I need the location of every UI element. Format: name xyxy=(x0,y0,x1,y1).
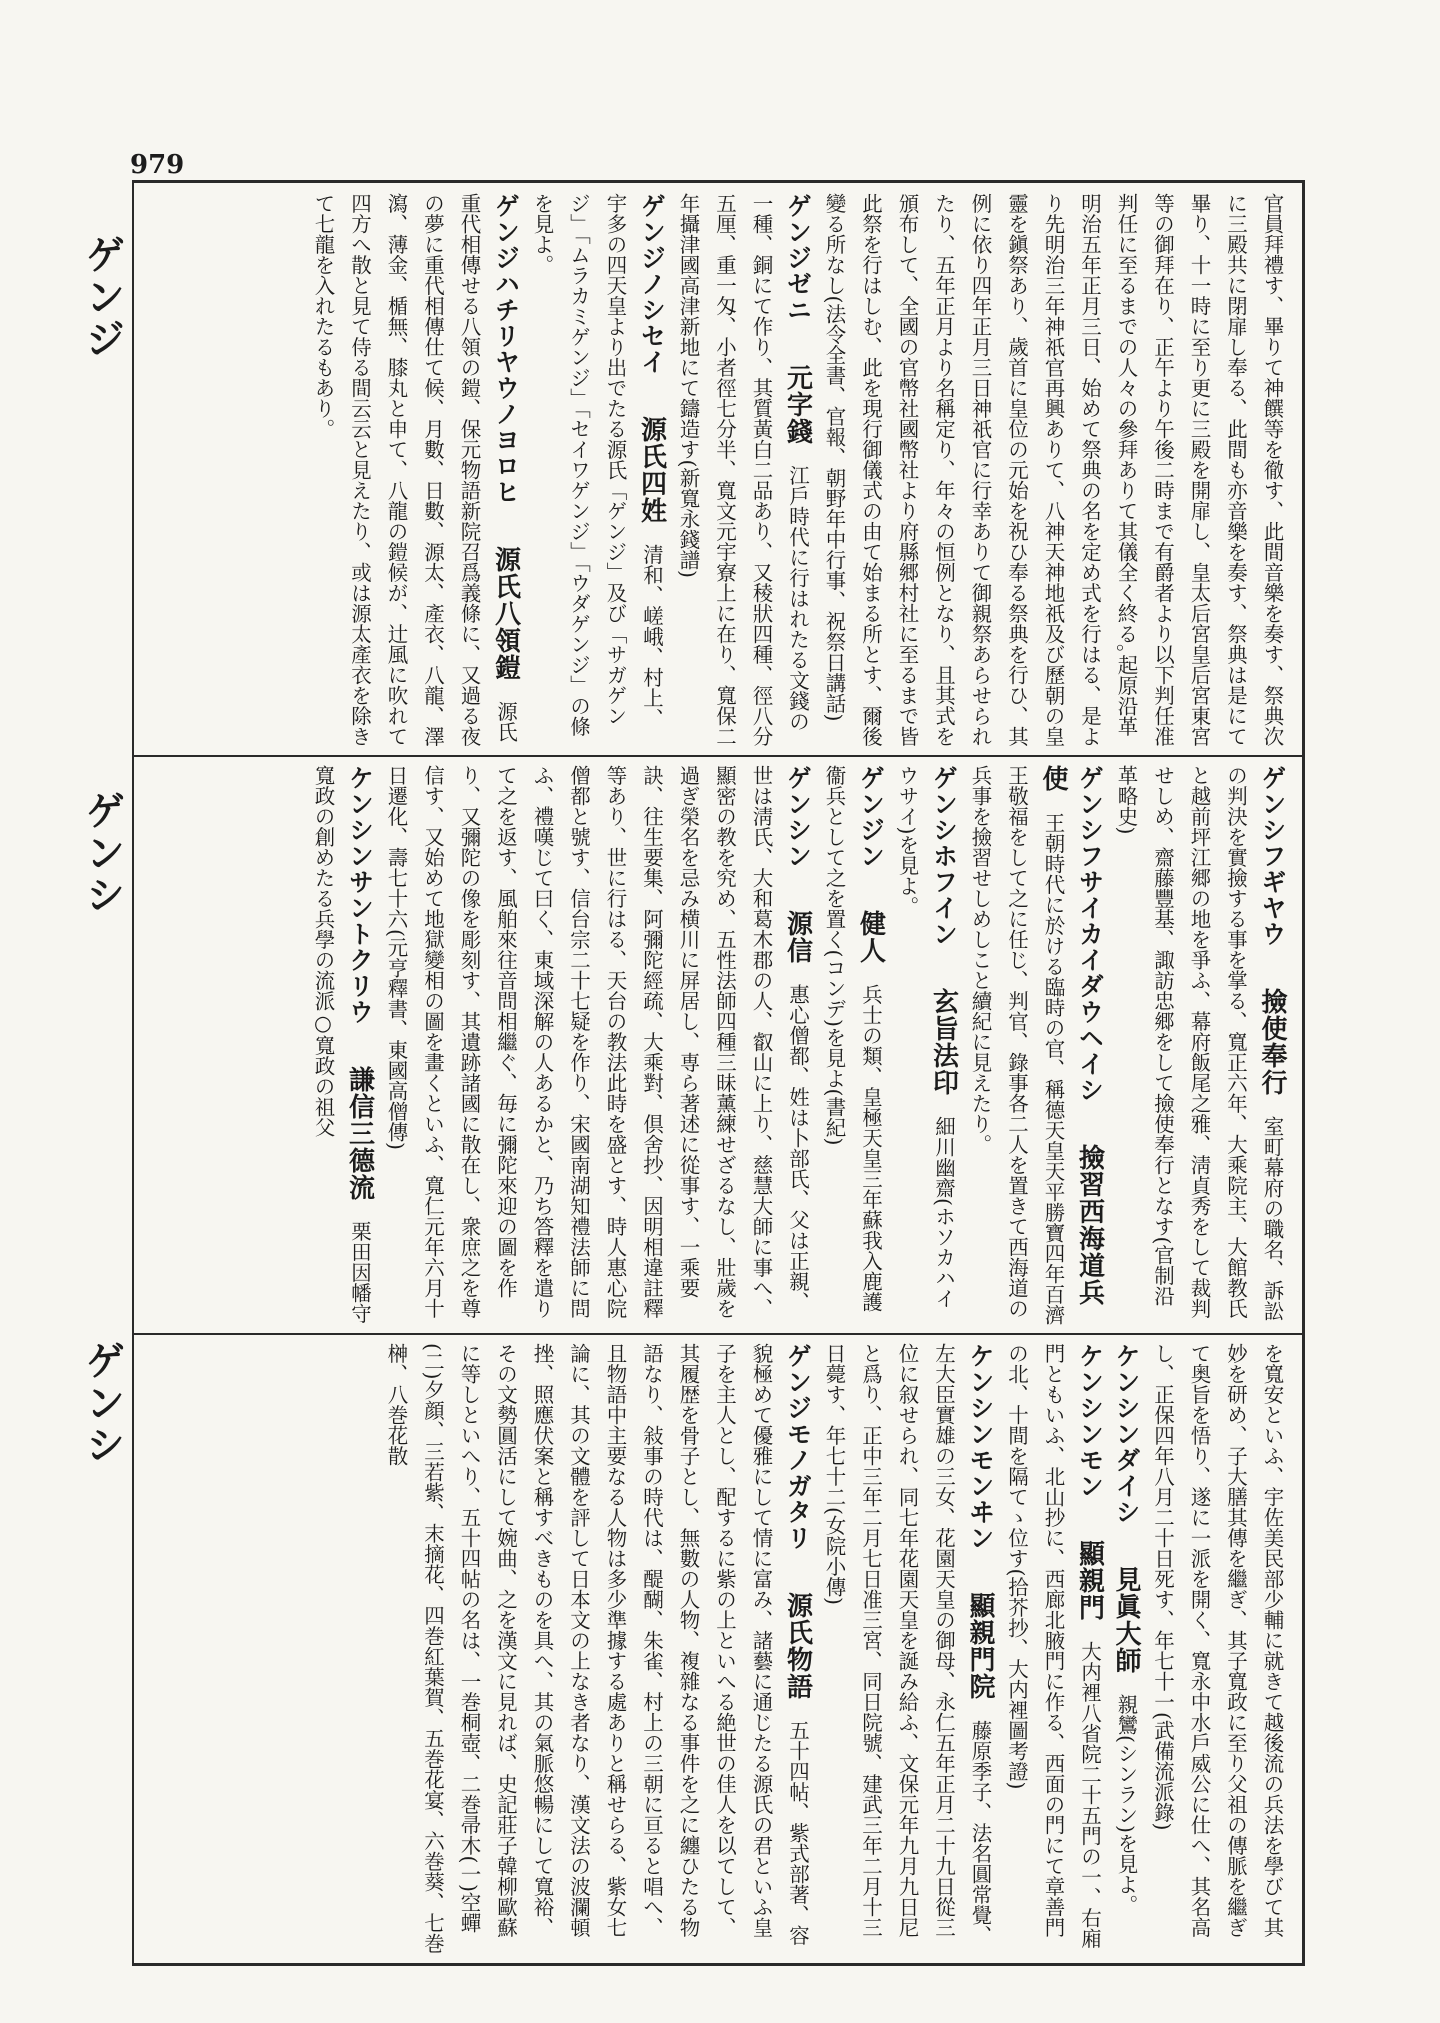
entry-heading: ケンシンモンヰン xyxy=(966,1343,995,1551)
dictionary-entry xyxy=(816,765,889,1325)
entry-heading: ゲンジモノガタリ xyxy=(783,1343,813,1551)
entry-text: 親鸞(シンラン)を見よ。 xyxy=(1114,1694,1138,1915)
band-divider xyxy=(134,1333,1302,1335)
band xyxy=(144,1343,1290,1955)
entry-kanji-title: 謙信三德流 xyxy=(344,1065,375,1201)
entry-text: 栗田因幡守寬政の創めたる兵學の流派○寬政の祖父 xyxy=(311,765,372,1324)
band xyxy=(144,765,1290,1325)
entry-kanji-title: 元字錢 xyxy=(782,363,813,445)
entry-text: を寬安といふ、宇佐美民部少輔に就きて越後流の兵法を學びて其妙を研め、子大膳其傳を繼ぎ、其子寬政に至り父祖の傳脈を繼ぎて奥旨を悟り、遂に一派を開く、寬永中水戶威公に仕へ、其名高し、正保四年八月二十日死す、年七十一(武備流派錄) xyxy=(1150,1343,1284,1938)
entry-heading: ケンシンダイシ xyxy=(1112,1343,1141,1525)
dictionary-entry xyxy=(816,1343,999,1955)
entry-heading: ゲンシフギヤウ xyxy=(1258,765,1287,947)
entry-text: 藤原季子、法名圓常覺、左大臣實雄の三女、花園天皇の御母、永仁五年正月二十九日從三位に叙せられ、同七年花園天皇を誕み給ふ、文保元年九月九日尼と爲り、正中三年二月七日准三宮、同日院號、建武三年二月十三日薨す、年七十二(女院小傳) xyxy=(822,1343,992,1946)
entry-kanji-title: 撿習西海道兵使 xyxy=(1038,765,1105,1306)
entry-heading: ゲンジン xyxy=(856,765,886,869)
dictionary-page-frame xyxy=(132,180,1305,1966)
entry-text: 王朝時代に於ける臨時の官、稱德天皇天平勝寶四年百濟王敬福をして之に任じ、判官、錄事各二人を置きて西海道の兵事を撿習せしめしこと續紀に見えたり。 xyxy=(968,765,1065,1325)
page-number: 979 xyxy=(130,150,185,180)
dictionary-entry xyxy=(962,765,1108,1325)
entry-heading: ゲンシホフイン xyxy=(929,765,959,947)
entry-heading: ゲンシフサイカイダウヘイシ xyxy=(1075,765,1105,1103)
entry-text: 大内裡八省院二十五門の一、右廂門ともいふ、北山抄に、西廊北腋門に作る、西面の門にて章善門の北、十間を隔てゝ位す(拾芥抄、大内裡圖考證) xyxy=(1004,1343,1102,1949)
entry-kanji-title: 顯親門 xyxy=(1074,1539,1105,1621)
dictionary-entry xyxy=(1144,1343,1290,1955)
entry-heading: ケンシンサントクリウ xyxy=(345,765,375,1025)
dictionary-entry xyxy=(998,1343,1108,1955)
entry-heading: ケンシンモン xyxy=(1075,1343,1105,1499)
entry-text: 五十四帖、紫式部著、容貌極めて優雅にして情に富み、諸藝に通じたる源氏の君といふ皇子を主人とし、配するに紫の上といへる絶世の佳人を以てして、其履歴を骨子とし、無數の人物、複雜なる事件を之に纏ひたる物語なり、敍事の時代は、醍醐、朱雀、村上の三朝に亘ると唱へ、且物語中主要なる人物は多少準據する處ありと稱せらる、紫女七論に、其の文體を評して日本文の上なき者なり、漢文法の波瀾頓挫、照應伏案と稱すべきものを具へ、其の氣脈悠暢にして寬裕、その文勢圓活にして婉曲、之を漢文に見れば、史記莊子韓柳歐蘇に等しといへり、五十四帖の名は、一巻桐壺、二巻帚木(一)空蟬(二)夕顔、三若紫、末摘花、四巻紅葉賀、五巻花宴、六巻葵、七巻榊、八巻花散 xyxy=(384,1343,810,1954)
entry-kanji-title: 源氏八領鎧 xyxy=(490,545,521,681)
dictionary-entry xyxy=(1108,1343,1145,1955)
section-tab: ゲンジ xyxy=(79,234,125,360)
entry-heading: ゲンジゼニ xyxy=(783,193,813,323)
dictionary-entry xyxy=(305,193,524,747)
entry-kanji-title: 健人 xyxy=(855,909,886,964)
entry-heading: ゲンシン xyxy=(783,765,813,869)
dictionary-entry xyxy=(670,193,816,747)
entry-kanji-title: 顯親門院 xyxy=(965,1591,995,1700)
entry-heading: ゲンジハチリヤウノヨロヒ xyxy=(491,193,521,505)
dictionary-entry xyxy=(889,765,962,1325)
entry-heading: ゲンジノシセイ xyxy=(637,193,667,375)
entry-kanji-title: 源氏四姓 xyxy=(636,415,667,524)
band-columns xyxy=(144,1343,1290,1955)
entry-kanji-title: 源信 xyxy=(782,909,813,964)
dictionary-entry xyxy=(816,193,1291,747)
dictionary-entry xyxy=(378,1343,816,1955)
entry-text: 細川幽齋(ホソカハイウサイ)を見よ。 xyxy=(895,765,956,1309)
entry-text: 源氏重代相傳せる八領の鎧、保元物語新院召爲義條に、又過る夜の夢に重代相傳仕て候、月數、日數、源太、產衣、八龍、澤瀉、薄金、楯無、膝丸と申て、八龍の鎧候が、辻風に吹れて四方へ散と見て侍る間云云と見えたり、或は源太產衣を除きて七龍を入れたるもあり。 xyxy=(311,193,518,747)
dictionary-entry xyxy=(1108,765,1291,1325)
entry-kanji-title: 玄旨法印 xyxy=(928,987,959,1096)
dictionary-entry xyxy=(305,765,378,1325)
entry-text: 兵士の類、皇極天皇三年蘇我入鹿護衞兵として之を置く(コンデ)を見よ(書紀) xyxy=(822,765,883,1312)
band xyxy=(144,193,1290,747)
dictionary-entry xyxy=(524,193,670,747)
entry-kanji-title: 源氏物語 xyxy=(782,1591,813,1700)
entry-text: 室町幕府の職名、訴訟の判決を實撿する事を掌る、寬正六年、大乘院主、大館教氏と越前坪江郷の地を爭ふ、幕府飯尾之雅、淸貞秀をして裁判せしめ、齋藤豐基、諏訪忠郷をして撿使奉行となす(官制沿革略史) xyxy=(1114,765,1284,1321)
entry-text: 江戶時代に行はれたる文錢の一種、銅にて作り、其質黃白二品あり、又稜狀四種、徑八分五厘、重一匁、小者徑七分半、寬文元宇寮上に在り、寬保二年攝津國高津新地にて鑄造す(新寬永錢譜) xyxy=(676,193,810,747)
entry-text: 惠心僧都、姓は卜部氏、父は正親、世は淸氏、大和葛木郡の人、叡山に上り、慈慧大師に事へ、顯密の教を究め、五性法師四種三昧薰練せざるなし、壯歲を過ぎ榮名を忌み横川に屏居し、専ら著述に從事す、一乘要訣、往生要集、阿彌陀經疏、大乘對、倶舍抄、因明相違註釋等あり、世に行はる、天台の教法此時を盛とす、時人惠心院僧都と號す、信台宗二十七疑を作り、宋國南湖知禮法師に問ふ、禮嘆じて曰く、東域深解の人あるかと、乃ち答釋を遣りて之を返す、風舶來往音問相繼ぐ、毎に彌陀來迎の圖を作り、又彌陀の像を彫刻す、其遺跡諸國に散在し、衆庶之を尊信す、又始めて地獄變相の圖を畫くといふ、寬仁元年六月十日遷化、壽七十六(元亨釋書、東國高僧傳) xyxy=(384,765,810,1319)
section-tab: ゲンシ xyxy=(79,1340,125,1466)
entry-text: 清和、嵯峨、村上、宇多の四天皇より出でたる源氏「ゲンジ」及び「サガゲンジ」「ムラカミゲンジ」「セイワゲンジ」「ウダゲンジ」の條を見よ。 xyxy=(530,193,664,737)
band-divider xyxy=(134,755,1302,757)
entry-kanji-title: 見眞大師 xyxy=(1111,1565,1141,1674)
band-columns xyxy=(144,193,1290,747)
band-columns xyxy=(144,765,1290,1325)
section-tab: ゲンシ xyxy=(79,790,125,916)
dictionary-entry xyxy=(378,765,816,1325)
entry-kanji-title: 撿使奉行 xyxy=(1257,987,1287,1096)
entry-text: 官員拜禮す、畢りて神饌等を徹す、此間音樂を奏す、祭典次に三殿共に閉扉し奉る、此間も亦音樂を奏す、祭典は是にて畢り、十一時に至り更に三殿を開扉し、皇太后宮皇后宮東宮等の御拜在り、正午より午後二時まで有爵者より以下判任准判任に至るまでの人々の參拜ありて其儀全く終る｡起原沿革明治五年正月三日、始めて祭典の名を定め式を行はる、是より先明治三年神祇官再興ありて、八神天神地祇及び歷朝の皇靈を鎭祭あり、歲首に皇位の元始を祝ひ奉る祭典を行ひ、其例に依り四年正月三日神祇官に行幸ありて御親祭あらせられたり、五年正月より名稱定り、年々の恒例となり、且其式を頒布して、全國の官幣社國幣社より府縣郷村社に至るまで皆此祭を行はしむ、此を現行御儀式の由て始まる所とす、爾後變る所なし(法令全書、官報、朝野年中行事、祝祭日講話) xyxy=(822,193,1284,747)
